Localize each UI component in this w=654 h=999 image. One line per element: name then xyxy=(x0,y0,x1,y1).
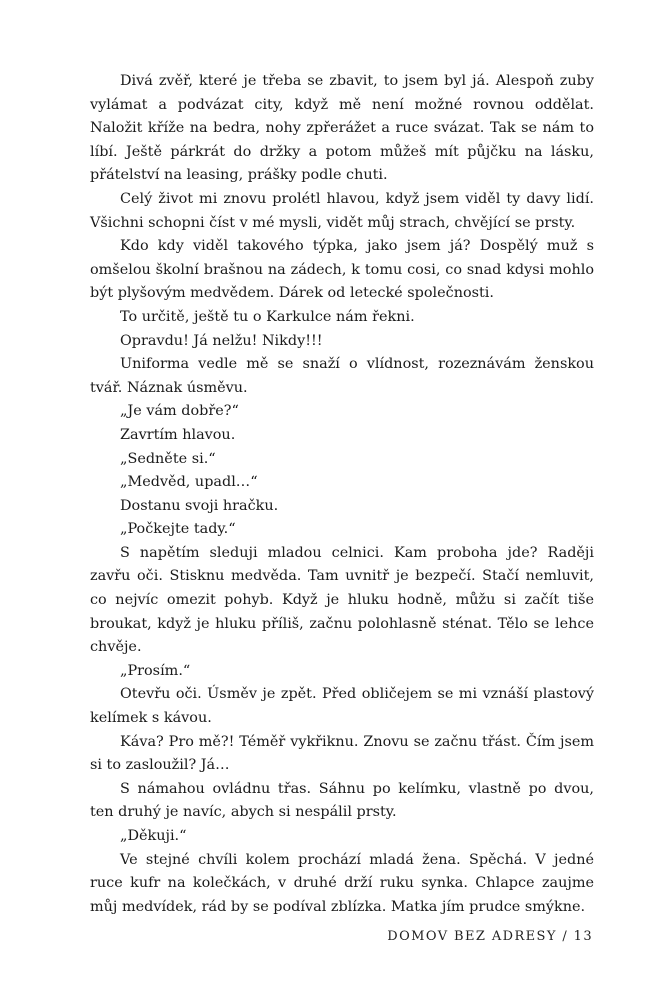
paragraph: Celý život mi znovu prolétl hlavou, když jsem viděl ty davy lidí. Všichni schopni číst v mé mysli, vidět můj strach, chvějící se prsty. xyxy=(90,190,594,231)
paragraph: Káva? Pro mě?! Téměř vykřiknu. Znovu se začnu třást. Čím jsem si to zasloužil? Já… xyxy=(90,733,594,774)
paragraph: Dostanu svoji hračku. xyxy=(120,497,279,514)
paragraph: Otevřu oči. Úsměv je zpět. Před obličejem se mi vznáší plastový kelímek s kávou. xyxy=(90,686,594,727)
paragraph: Opravdu! Já nelžu! Nikdy!!! xyxy=(120,332,323,349)
paragraph: To určitě, ještě tu o Karkulce nám řekni. xyxy=(120,308,415,325)
paragraph: Zavrtím hlavou. xyxy=(120,426,236,443)
paragraph: S námahou ovládnu třas. Sáhnu po kelímku, vlastně po dvou, ten druhý je navíc, abych si nespálil prsty. xyxy=(90,780,594,821)
paragraph: „Děkuji.“ xyxy=(120,828,187,844)
paragraph: „Je vám dobře?“ xyxy=(120,403,239,420)
paragraph: S napětím sleduji mladou celnici. Kam proboha jde? Raději zavřu oči. Stisknu medvěda. Tam uvnitř je bezpečí. Stačí nemluvit, co nejvíc omezit pohyb. Když je hluku hodně, můžu si začít tiše broukat, když je hluku příliš, začnu polohlasně sténat. Tělo se lehce chvěje. xyxy=(90,544,594,656)
paragraph: „Prosím.“ xyxy=(120,662,191,679)
main-text xyxy=(90,70,594,919)
paragraph: „Počkejte tady.“ xyxy=(120,521,236,538)
running-footer: DOMOV BEZ ADRESY / 13 xyxy=(387,929,593,944)
paragraph: Divá zvěř, které je třeba se zbavit, to jsem byl já. Alespoň zuby vylámat a podvázat city, když mě není možné rovnou oddělat. Naložit kříže na bedra, nohy zpřerážet a ruce svázat. Tak se nám to líbí. Ještě párkrát do držky a potom můžeš mít půjčku na lásku, přátelství na leasing, prášky podle chuti. xyxy=(90,73,594,184)
paragraph: Ve stejné chvíli kolem prochází mladá žena. Spěchá. V jedné ruce kufr na kolečkách, v druhé drží ruku synka. Chlapce zaujme můj medvídek, rád by se podíval zblízka. Matka jím prudce smýkne. xyxy=(90,851,594,915)
paragraph: „Medvěd, upadl…“ xyxy=(120,474,258,491)
paragraph: „Sedněte si.“ xyxy=(120,450,216,467)
paragraph: Uniforma vedle mě se snaží o vlídnost, rozeznávám ženskou tvář. Náznak úsměvu. xyxy=(90,356,594,396)
paragraph: Kdo kdy viděl takového týpka, jako jsem já? Dospělý muž s omšelou školní brašnou na zádech, k tomu cosi, co snad kdysi mohlo být plyšovým medvědem. Dárek od letecké společnosti. xyxy=(90,238,594,302)
